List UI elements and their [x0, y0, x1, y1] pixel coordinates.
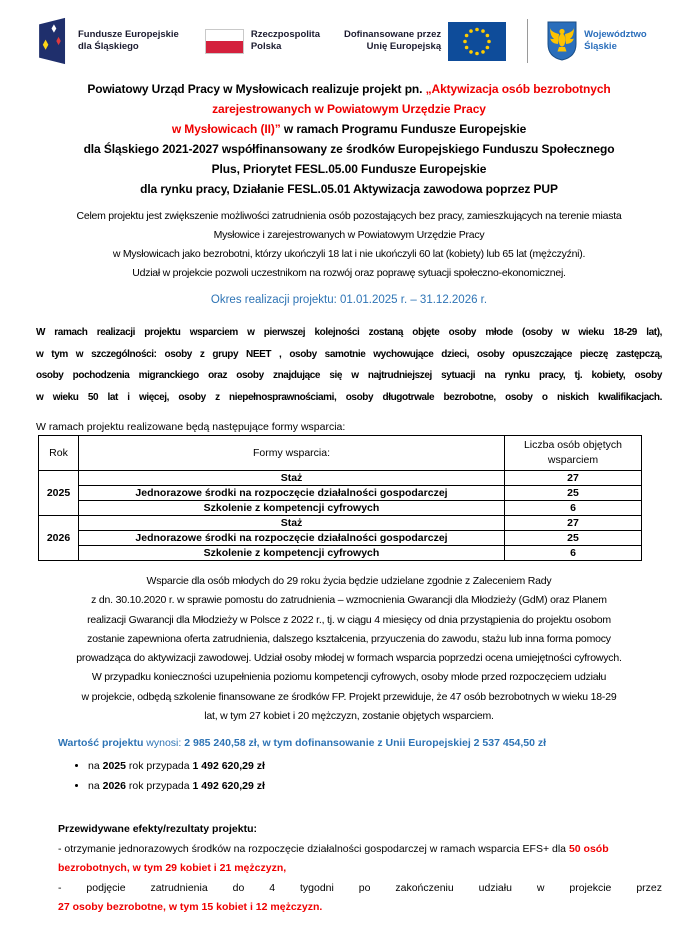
eu-funds-logo-label: [78, 29, 179, 53]
effects-heading: Przewidywane efekty/rezultaty projektu:: [58, 823, 257, 836]
logo-dofinansowane-ue: [344, 22, 506, 61]
poland-line1: Rzeczpospolita: [250, 29, 320, 40]
eu-funding-label: [344, 29, 441, 53]
slaskie-logo-label: [584, 29, 647, 53]
title-line1-red: „Aktywizacja osób bezrobotnych: [425, 82, 611, 96]
amount-mid: rok przypada: [125, 760, 193, 773]
form-cell: Staż: [79, 516, 505, 531]
year-cell-2025: 2025: [39, 471, 79, 516]
header-formy-wsparcia: Formy wsparcia:: [79, 436, 505, 471]
amount-pre: na: [88, 780, 103, 793]
value-amount: 2 985 240,58 zł, w tym dofinansowanie z Unii Europejskiej 2 537 454,50 zł: [184, 737, 547, 750]
project-value-section: [36, 735, 662, 796]
title-line-2: zarejestrowanych w Powiatowym Urzędzie Pracy: [212, 102, 486, 116]
effects-item2-highlight: 27 osoby bezrobotne, w tym 15 kobiet i 12 mężczyzn.: [58, 901, 323, 914]
amount-pre: na: [88, 760, 103, 773]
support-forms-table: [38, 435, 642, 561]
goal-line: Udział w projekcie pozwoli uczestnikom na rozwój oraz poprawę sytuacji społeczno-ekonomicznej.: [132, 267, 566, 279]
youth-line: W przypadku konieczności uzupełnienia poziomu kompetencji cyfrowych, osoby młode przed rozpoczęciem udziału: [91, 671, 607, 684]
amount-value: 1 492 620,29 zł: [192, 780, 265, 793]
form-cell: Jednorazowe środki na rozpoczęcie działalności gospodarczej: [79, 486, 505, 501]
youth-support-paragraph: [36, 572, 662, 726]
project-title: [36, 79, 662, 199]
eu-funds-line2: dla Śląskiego: [78, 41, 139, 52]
form-cell: Staż: [79, 471, 505, 486]
count-cell: 6: [505, 501, 642, 516]
title-line-6: dla rynku pracy, Działanie FESL.05.01 Aktywizacja zawodowa poprzez PUP: [140, 182, 558, 196]
yearly-amounts-list: [58, 756, 662, 796]
youth-line: Wsparcie dla osób młodych do 29 roku życia będzie udzielane zgodnie z Zaleceniem Rady: [146, 575, 552, 587]
form-cell: Jednorazowe środki na rozpoczęcie działalności gospodarczej: [79, 531, 505, 546]
priority-line: W ramach realizacji projektu wsparciem w pierwszej kolejności zostaną objęte osoby młode (osoby w wieku 18-29 lat),: [36, 327, 662, 338]
youth-line: realizacji Gwarancji dla Młodzieży w Polsce z 2022 r., tj. w ciągu 4 miesięcy od dnia przystąpienia do projektu osobom: [87, 613, 611, 626]
amount-year: 2026: [102, 780, 126, 793]
title-line1-black: Powiatowy Urząd Pracy w Mysłowicach realizuje projekt pn.: [87, 82, 426, 96]
title-line-5: Plus, Priorytet FESL.05.00 Fundusze Europejskie: [211, 162, 487, 176]
logo-wojewodztwo-slaskie: [547, 21, 647, 61]
title-line-3: [36, 119, 662, 139]
youth-line: prowadząca do aktywizacji zawodowej. Udział osoby młodej w formach wsparcia poprzedzi ocena umiejętności cyfrowych.: [76, 652, 622, 665]
title-line3-red: w Mysłowicach (II)”: [171, 122, 284, 136]
table-row: [39, 516, 642, 531]
slaskie-line1: Województwo: [584, 29, 647, 40]
header-rok: Rok: [39, 436, 79, 471]
logo-rzeczpospolita-polska: [205, 29, 320, 54]
effects-item-2: - podjęcie zatrudnienia do 4 tygodni po zakończeniu udziału w projekcie przez: [58, 881, 662, 894]
logo-bar: [36, 14, 662, 68]
project-goal-paragraph: [36, 207, 662, 283]
header-liczba-osob: Liczba osób objętych wsparciem: [505, 436, 642, 471]
title-line-4: dla Śląskiego 2021-2027 współfinansowany ze środków Europejskiego Funduszu Społecznego: [83, 142, 615, 156]
slaskie-line2: Śląskie: [584, 41, 617, 52]
effects-item1-text: - otrzymanie jednorazowych środków na rozpoczęcie działalności gospodarczej w ramach wsparcia EFS+ dla: [58, 842, 569, 855]
value-label-mid: wynosi:: [143, 737, 185, 750]
form-cell: Szkolenie z kompetencji cyfrowych: [79, 501, 505, 516]
count-cell: 25: [505, 486, 642, 501]
expected-effects-section: [36, 820, 662, 918]
logo-divider: [527, 19, 528, 63]
count-cell: 27: [505, 516, 642, 531]
youth-line: z dn. 30.10.2020 r. w sprawie pomostu do zatrudnienia – wzmocnienia Gwarancji dla Młodzieży (GdM) oraz Planem: [91, 594, 607, 607]
effects-item1-highlight: 50 osób bezrobotnych, w tym 29 kobiet i 21 mężczyzn,: [58, 842, 609, 875]
priority-line: osoby pochodzenia migranckiego oraz osoby znajdujące się w najtrudniejszej sytuacji na rynku pracy, tj. kobiety, osoby: [36, 370, 662, 381]
goal-line: Celem projektu jest zwiększenie możliwości zatrudnienia osób pozostających bez pracy, zamieszkujących na terenie miasta: [76, 210, 622, 222]
youth-line: lat, w tym 27 kobiet i 20 mężczyzn, zostanie objętych wsparciem.: [204, 710, 494, 723]
count-cell: 27: [505, 471, 642, 486]
count-cell: 25: [505, 531, 642, 546]
table-row: [39, 486, 642, 501]
title-line3-black: w ramach Programu Fundusze Europejskie: [283, 122, 527, 136]
amount-value: 1 492 620,29 zł: [192, 760, 265, 773]
amount-year: 2025: [102, 760, 126, 773]
poland-line2: Polska: [250, 41, 282, 52]
eu-flag-icon: [448, 22, 506, 61]
project-value-line: [58, 735, 662, 752]
youth-line: w projekcie, odbędą szkolenie finansowane ze środków FP. Projekt przewiduje, że 47 osób bezrobotnych w wieku 18-29: [81, 690, 617, 703]
amount-2025-item: [88, 756, 662, 776]
table-header-row: [39, 436, 642, 471]
eu-funds-flag-icon: [36, 16, 70, 66]
eu-funding-line1: Dofinansowane przez: [343, 29, 442, 40]
youth-line: zostanie zapewniona oferta zatrudnienia, dalszego kształcenia, przyuczenia do zawodu, stażu lub inna forma pomocy: [87, 632, 611, 645]
support-table-intro: W ramach projektu realizowane będą następujące formy wsparcia:: [36, 421, 346, 433]
priority-line: w tym w szczególności: osoby z grupy NEET , osoby samotnie wychowujące dzieci, osoby opuszczające pieczę zastępczą,: [36, 348, 662, 360]
table-row: [39, 501, 642, 516]
form-cell: Szkolenie z kompetencji cyfrowych: [79, 546, 505, 561]
table-row: [39, 471, 642, 486]
logo-fundusze-europejskie: [36, 16, 179, 66]
slaskie-crest-icon: [547, 21, 577, 61]
goal-line: Mysłowice i zarejestrowanych w Powiatowym Urzędzie Pracy: [213, 229, 485, 241]
effects-item-1: [58, 840, 662, 879]
poland-logo-label: [251, 29, 320, 53]
amount-2026-item: [88, 776, 662, 796]
amount-mid: rok przypada: [125, 780, 193, 793]
poland-flag-icon: [205, 29, 244, 54]
eu-funds-line1: Fundusze Europejskie: [78, 29, 179, 40]
goal-line: w Mysłowicach jako bezrobotni, którzy ukończyli 18 lat i nie ukończyli 60 lat (kobiety) lub 65 lat (mężczyźni).: [112, 248, 586, 260]
eu-funding-line2: Unię Europejską: [366, 41, 442, 52]
count-cell: 6: [505, 546, 642, 561]
table-row: [39, 531, 642, 546]
year-cell-2026: 2026: [39, 516, 79, 561]
title-line-1: [36, 79, 662, 99]
project-period: Okres realizacji projektu: 01.01.2025 r. – 31.12.2026 r.: [210, 294, 488, 306]
priority-line: w wieku 50 lat i więcej, osoby z niepełnosprawnościami, osoby długotrwale bezrobotne, osoby o niskich kwalifikacjach.: [36, 391, 662, 403]
value-label: Wartość projektu: [58, 737, 144, 750]
table-row: [39, 546, 642, 561]
priority-groups-paragraph: [36, 322, 662, 408]
